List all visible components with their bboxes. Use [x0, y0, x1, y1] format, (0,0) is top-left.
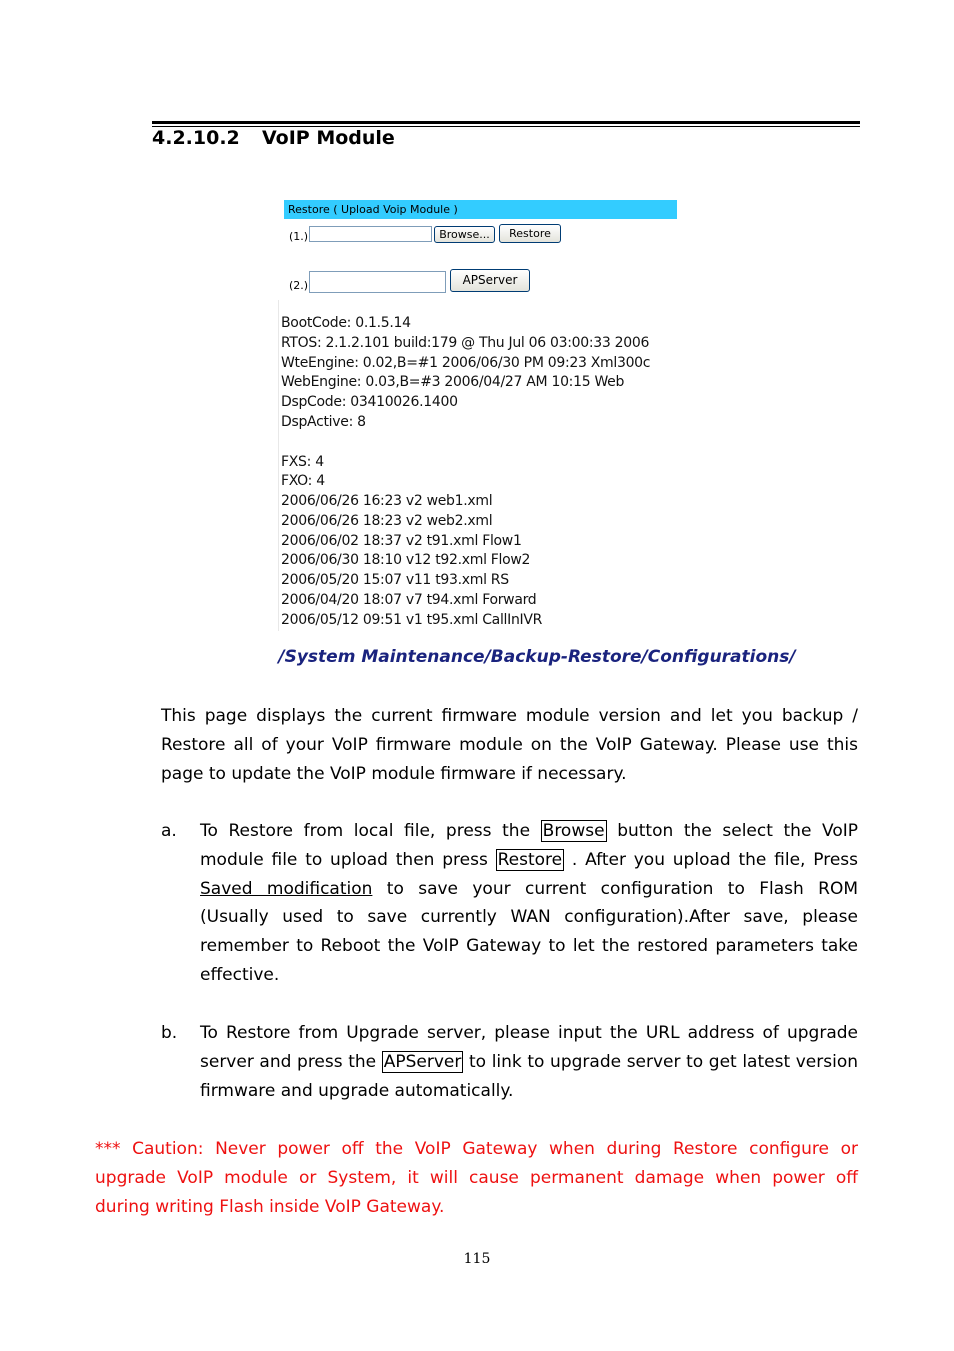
heading-rule-thick [152, 121, 860, 124]
item-a-line-2 [200, 846, 858, 875]
list-marker-a: a. [161, 821, 177, 841]
browse-reference: Browse [542, 821, 605, 841]
apserver-url-input[interactable] [309, 271, 446, 293]
info-wteengine: WteEngine: 0.02,B=#1 2006/06/30 PM 09:23 Xml300c [281, 355, 651, 371]
item-a-line-5: remember to Reboot the VoIP Gateway to let the restored parameters take [200, 936, 858, 957]
browse-button[interactable]: Browse... [434, 226, 495, 243]
text: To Restore from local file, press the [200, 821, 531, 841]
restore-button[interactable]: Restore [499, 224, 561, 243]
row1-label: (1.) [289, 230, 309, 243]
item-a-line-1 [200, 817, 858, 846]
section-title: VoIP Module [262, 127, 395, 149]
item-b-line-1: To Restore from Upgrade server, please input the URL address of upgrade [200, 1023, 858, 1043]
page-number: 115 [463, 1251, 491, 1267]
caution-line: *** Caution: Never power off the VoIP Gateway when during Restore configure or [95, 1139, 858, 1159]
info-webengine: WebEngine: 0.03,B=#3 2006/04/27 AM 10:15 Web [281, 374, 625, 390]
item-a-line-3 [200, 875, 858, 904]
info-dspactive: DspActive: 8 [281, 414, 366, 430]
info-xml-t91: 2006/06/02 18:37 v2 t91.xml Flow1 [281, 533, 522, 549]
text: . After you upload the file, Press [571, 849, 858, 870]
info-dspcode: DspCode: 03410026.1400 [281, 394, 458, 410]
caution-line: upgrade VoIP module or System, it will cause permanent damage when power off [95, 1167, 858, 1188]
list-marker-b: b. [161, 1023, 178, 1043]
info-xml-web1: 2006/06/26 16:23 v2 web1.xml [281, 493, 493, 509]
text: server and press the [200, 1051, 377, 1072]
saved-modification-reference: Saved modification [200, 878, 373, 899]
info-xml-t95: 2006/05/12 09:51 v1 t95.xml CallInIVR [281, 612, 543, 628]
text: module file to upload then press [200, 849, 488, 870]
item-b-line-2 [200, 1048, 858, 1077]
text: to save your current configuration to Flash ROM [386, 878, 859, 899]
row2-label: (2.) [289, 279, 309, 292]
caution-line: during writing Flash inside VoIP Gateway. [95, 1196, 445, 1217]
file-path-input[interactable] [309, 226, 432, 242]
text: button the select the VoIP [617, 821, 858, 841]
section-number: 4.2.10.2 [152, 127, 240, 149]
info-xml-web2: 2006/06/26 18:23 v2 web2.xml [281, 513, 493, 529]
info-fxs: FXS: 4 [281, 454, 324, 470]
intro-line: Restore all of your VoIP firmware module on the VoIP Gateway. Please use this [161, 734, 858, 755]
info-xml-t92: 2006/06/30 18:10 v12 t92.xml Flow2 [281, 552, 531, 568]
intro-line: page to update the VoIP module firmware if necessary. [161, 763, 627, 784]
item-b-line-3: firmware and upgrade automatically. [200, 1080, 514, 1101]
caution-note [95, 1135, 858, 1221]
apserver-reference: APServer [383, 1051, 462, 1072]
restore-title-bar: Restore ( Upload Voip Module ) [284, 200, 677, 219]
info-bootcode: BootCode: 0.1.5.14 [281, 315, 411, 331]
apserver-button[interactable]: APServer [450, 269, 530, 292]
info-xml-t93: 2006/05/20 15:07 v11 t93.xml RS [281, 572, 509, 588]
restore-reference: Restore [497, 849, 563, 870]
item-a-line-4: (Usually used to save currently WAN configuration).After save, please [200, 907, 858, 928]
info-rtos: RTOS: 2.1.2.101 build:179 @ Thu Jul 06 03:00:33 2006 [281, 335, 650, 351]
intro-paragraph [161, 702, 858, 788]
intro-line: This page displays the current firmware module version and let you backup / [161, 706, 858, 726]
figure-caption: /System Maintenance/Backup-Restore/Configurations/ [278, 647, 796, 667]
list-item-a [200, 817, 858, 990]
list-item-b [200, 1019, 858, 1105]
screenshot-edge [278, 300, 279, 631]
item-a-line-6: effective. [200, 964, 280, 985]
section-heading [152, 127, 395, 149]
info-fxo: FXO: 4 [281, 473, 325, 489]
info-xml-t94: 2006/04/20 18:07 v7 t94.xml Forward [281, 592, 537, 608]
text: to link to upgrade server to get latest version [469, 1051, 858, 1072]
